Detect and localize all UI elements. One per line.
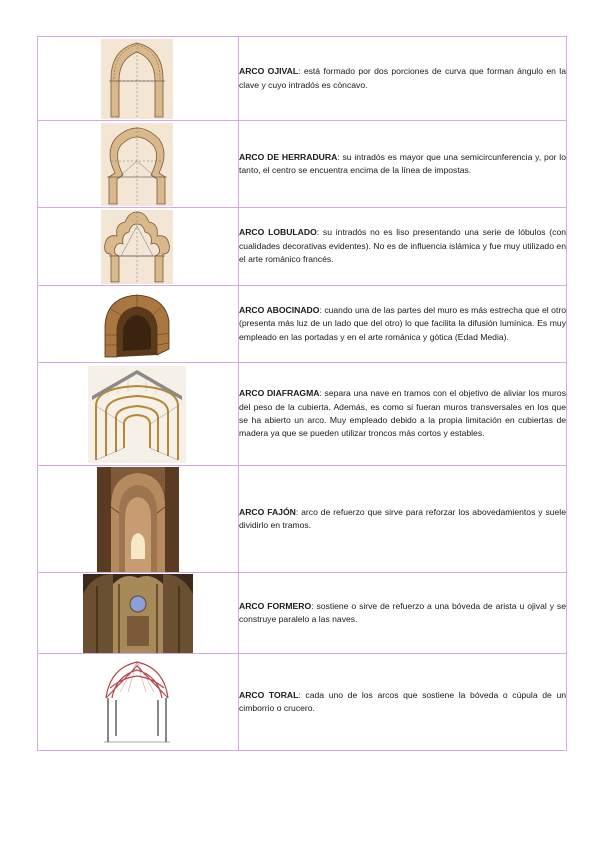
- description: ARCO DIAFRAGMA: separa una nave en tramos con el objetivo de aliviar los muros del peso de la cubierta. Además, es como si fueran muros transversales en los que se ha abierto un arco. Muy empleado debido a la propia limitación en cubiertas de madera ya que se pueden utilizar troncos más cortos y estables.: [239, 388, 566, 439]
- term: ARCO FAJÓN: [239, 506, 296, 517]
- description: ARCO FORMERO: sostiene o sirve de refuerzo a una bóveda de arista u ojival y se construye paralelo a las naves.: [239, 600, 566, 624]
- term: ARCO DE HERRADURA: [239, 151, 338, 162]
- arco-herradura-image: [101, 123, 173, 206]
- arches-table: [37, 36, 567, 751]
- arco-lobulado-image: [101, 210, 173, 284]
- table-row: [38, 121, 567, 208]
- description-cell: [239, 37, 567, 121]
- arco-fajon-image: [97, 467, 179, 572]
- description-cell: [239, 363, 567, 466]
- image-cell: [38, 121, 239, 208]
- description: ARCO LOBULADO: su intradós no es liso presentando una serie de lóbulos (con cualidades decorativas evidentes). No es de influencia islámica y fue muy utilizado en el arte románico francés.: [239, 227, 566, 265]
- definition: su intradós es mayor que una semicircunferencia y, por lo tanto, el centro se encuentra encima de la línea de impostas.: [239, 151, 566, 175]
- definition: está formado por dos porciones de curva que forman ángulo en la clave y cuyo intradós es cóncavo.: [239, 66, 566, 90]
- table-row: [38, 37, 567, 121]
- term: ARCO ABOCINADO: [239, 304, 320, 315]
- term: ARCO TORAL: [239, 689, 299, 700]
- table-row: [38, 286, 567, 363]
- arco-abocinado-image: [101, 291, 173, 359]
- table-row: [38, 466, 567, 573]
- definition: cuando una de las partes del muro es más estrecha que el otro (presenta más luz de un lado que del otro) lo que facilita la difusión lumínica. Es muy empleado en las portadas y en el arte románica y gótica (Edad Media).: [239, 304, 566, 342]
- description: ARCO FAJÓN: arco de refuerzo que sirve para reforzar los abovedamientos y suele dividirlo en tramos.: [239, 506, 566, 530]
- image-cell: [38, 654, 239, 751]
- description: ARCO TORAL: cada uno de los arcos que sostiene la bóveda o cúpula de un cimborrio o crucero.: [239, 689, 567, 713]
- image-cell: [38, 363, 239, 466]
- description-cell: [239, 573, 567, 654]
- definition: separa una nave en tramos con el objetivo de aliviar los muros del peso de la cubierta. Además, es como si fueran muros transversales en los que se ha abierto un arco. Muy empleado debido a la propia limitación en cubiertas de madera ya que se pueden utilizar troncos más cortos y estables.: [239, 388, 566, 439]
- description: ARCO DE HERRADURA: su intradós es mayor que una semicircunferencia y, por lo tanto, el centro se encuentra encima de la línea de impostas.: [239, 151, 566, 175]
- arco-formero-image: [83, 574, 193, 653]
- term: ARCO FORMERO: [239, 600, 312, 611]
- image-cell: [38, 573, 239, 654]
- arco-toral-image: [102, 658, 172, 746]
- description: ARCO ABOCINADO: cuando una de las partes del muro es más estrecha que el otro (presenta más luz de un lado que del otro) lo que facilita la difusión lumínica. Es muy empleado en las portadas y en el arte románica y gótica (Edad Media).: [239, 304, 566, 342]
- description-cell: [239, 121, 567, 208]
- definition: arco de refuerzo que sirve para reforzar los abovedamientos y suele dividirlo en tramos.: [239, 506, 566, 530]
- table-row: [38, 363, 567, 466]
- image-cell: [38, 208, 239, 286]
- image-cell: [38, 37, 239, 121]
- definition: cada uno de los arcos que sostiene la bóveda o cúpula de un cimborrio o crucero.: [239, 689, 567, 713]
- term: ARCO OJIVAL: [239, 66, 299, 77]
- table-row: [38, 208, 567, 286]
- arco-diafragma-image: [88, 366, 186, 463]
- definition: su intradós no es liso presentando una serie de lóbulos (con cualidades decorativas evidentes). No es de influencia islámica y fue muy utilizado en el arte románico francés.: [239, 227, 566, 265]
- description-cell: [239, 208, 567, 286]
- table-row: [38, 654, 567, 751]
- term: ARCO LOBULADO: [239, 227, 317, 238]
- term: ARCO DIAFRAGMA: [239, 388, 320, 399]
- image-cell: [38, 286, 239, 363]
- description-cell: [239, 466, 567, 573]
- image-cell: [38, 466, 239, 573]
- table-row: [38, 573, 567, 654]
- description-cell: [239, 286, 567, 363]
- description: ARCO OJIVAL: está formado por dos porciones de curva que forman ángulo en la clave y cuyo intradós es cóncavo.: [239, 66, 566, 90]
- description-cell: [239, 654, 567, 751]
- arco-ojival-image: [101, 39, 173, 119]
- definition: sostiene o sirve de refuerzo a una bóveda de arista u ojival y se construye paralelo a las naves.: [239, 600, 566, 624]
